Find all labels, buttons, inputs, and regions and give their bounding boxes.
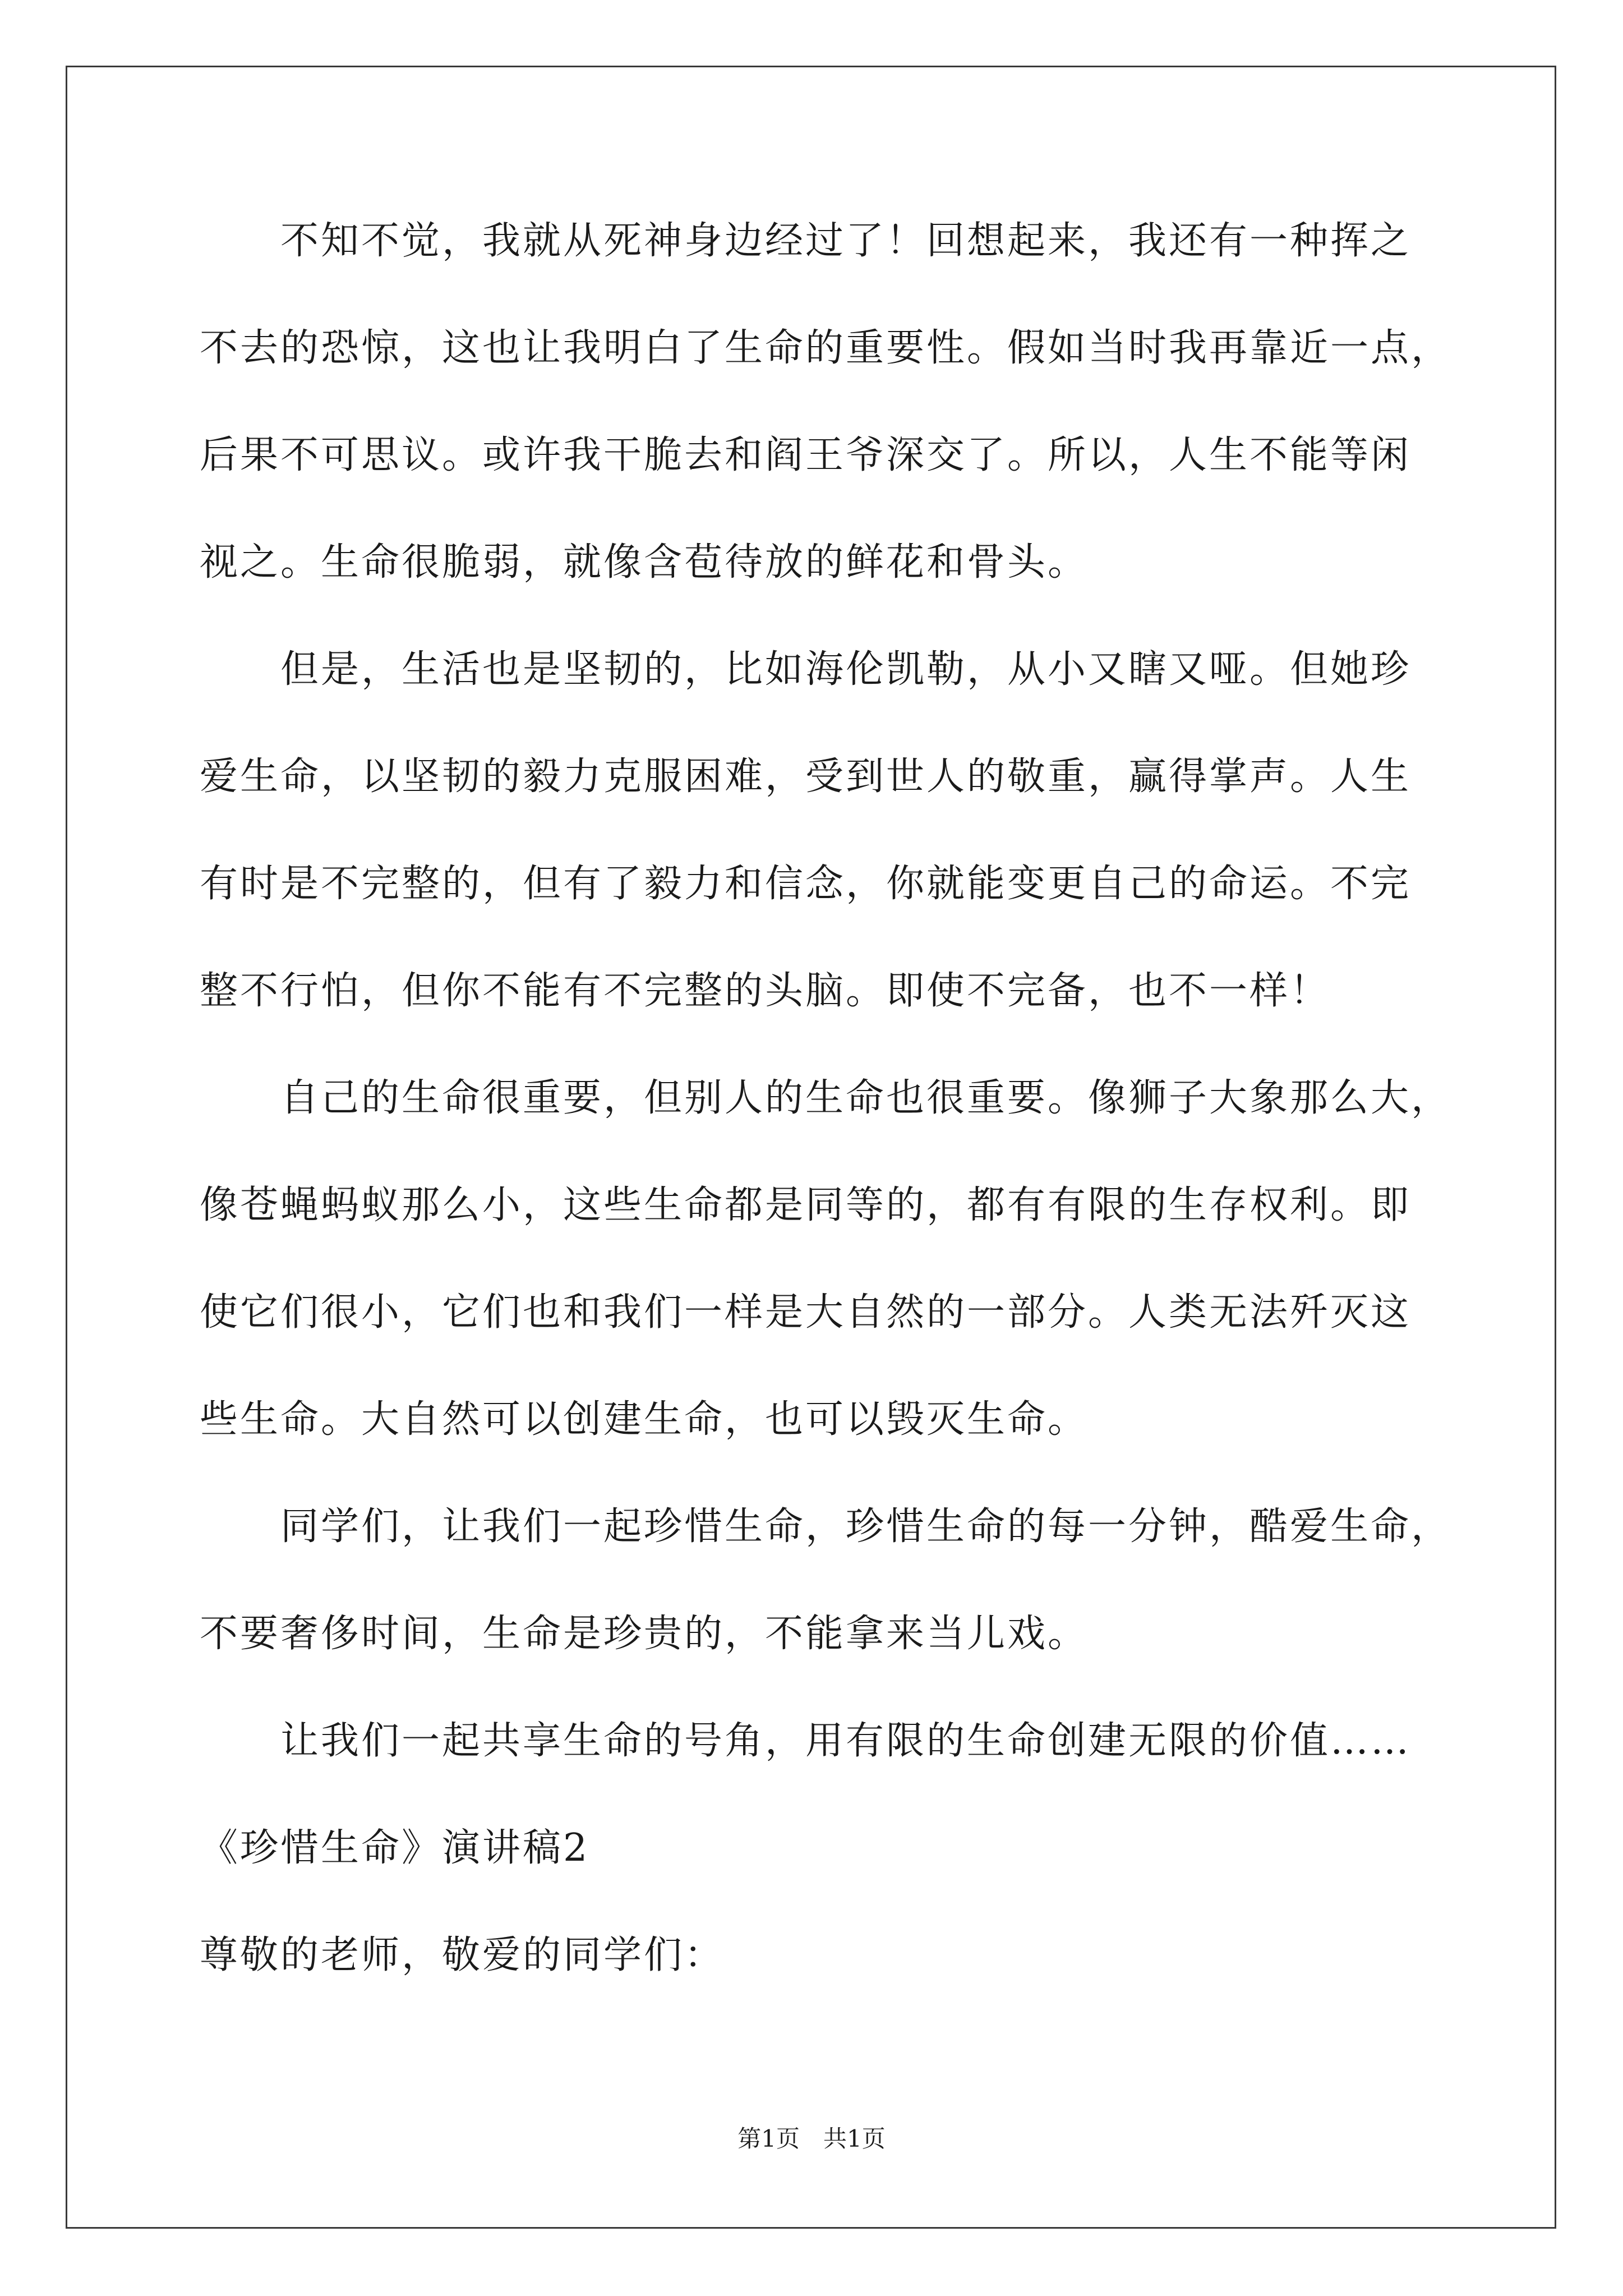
text-line: 整不行怕，但你不能有不完整的头脑。即使不完备，也不一样！ <box>200 969 1331 1013</box>
text-line: 有时是不完整的，但有了毅力和信念，你就能变更自己的命运。不完 <box>200 862 1412 906</box>
page-border <box>66 66 1556 2229</box>
text-line: 后果不可思议。或许我干脆去和阎王爷深交了。所以，人生不能等闲 <box>200 433 1412 477</box>
text-line: 同学们，让我们一起珍惜生命，珍惜生命的每一分钟，酷爱生命， <box>200 1504 1452 1549</box>
text-line: 不知不觉，我就从死神身边经过了！回想起来，我还有一种挥之 <box>200 219 1412 263</box>
text-line: 像苍蝇蚂蚁那么小，这些生命都是同等的，都有有限的生存权利。即 <box>200 1183 1412 1227</box>
text-line: 使它们很小，它们也和我们一样是大自然的一部分。人类无法歼灭这 <box>200 1290 1412 1335</box>
text-line: 让我们一起共享生命的号角，用有限的生命创建无限的价值…… <box>200 1719 1412 1763</box>
section-title: 《珍惜生命》演讲稿2 <box>200 1826 590 1870</box>
text-line: 自己的生命很重要，但别人的生命也很重要。像狮子大象那么大， <box>200 1076 1452 1120</box>
text-line: 不去的恐惊，这也让我明白了生命的重要性。假如当时我再靠近一点， <box>200 326 1452 370</box>
text-line: 爱生命，以坚韧的毅力克服困难，受到世人的敬重，赢得掌声。人生 <box>200 754 1412 799</box>
text-line: 视之。生命很脆弱，就像含苞待放的鲜花和骨头。 <box>200 540 1089 585</box>
text-line: 些生命。大自然可以创建生命，也可以毁灭生命。 <box>200 1397 1089 1442</box>
text-line: 不要奢侈时间，生命是珍贵的，不能拿来当儿戏。 <box>200 1612 1089 1656</box>
salutation: 尊敬的老师，敬爱的同学们： <box>200 1933 725 1977</box>
page-footer: 第1页 共1页 <box>737 2125 886 2152</box>
text-line: 但是，生活也是坚韧的，比如海伦凯勒，从小又瞎又哑。但她珍 <box>200 647 1412 692</box>
